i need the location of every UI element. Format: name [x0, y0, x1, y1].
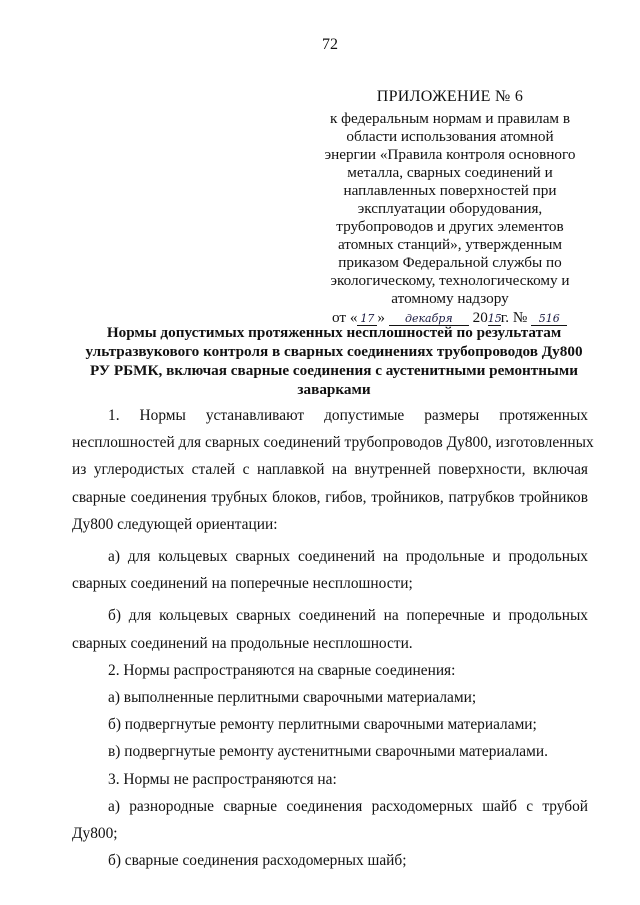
text-line: в) подвергнутые ремонту аустенитными сварочными материалами. [108, 743, 548, 761]
text-line: 3. Нормы не распространяются на: [108, 770, 337, 788]
appendix-line: приказом Федеральной службы по [338, 254, 562, 271]
appendix-line: к федеральным нормам и правилам в [329, 110, 571, 127]
appendix-line: экологическому, технологическому и [330, 272, 570, 289]
text-line: а) выполненные перлитными сварочными материалами; [108, 689, 477, 707]
order-prefix: от « [332, 309, 358, 326]
appendix-block [300, 88, 600, 327]
text-line: б) сварные соединения расходомерных шайб; [108, 852, 407, 870]
appendix-line: атомных станций», утвержденным [337, 236, 563, 253]
paragraph-2b [72, 711, 588, 738]
heading-line: РУ РБМК, включая сварные соединения с аустенитными ремонтными [90, 362, 578, 379]
text-line: 2. Нормы распространяются на сварные соединения: [108, 661, 456, 679]
text-line: б) подвергнутые ремонту перлитными сварочными материалами; [108, 716, 537, 734]
text-line: сварных соединений на продольные несплошности. [72, 634, 413, 652]
paragraph-2 [72, 657, 588, 684]
text-line: 1. Нормы устанавливают допустимые размеры протяженных [108, 407, 588, 424]
appendix-line: атомному надзору [391, 290, 509, 307]
text-line: Ду800; [72, 825, 118, 843]
text-line: б) для кольцевых сварных соединений на поперечные и продольных [108, 607, 588, 625]
appendix-line: эксплуатации оборудования, [357, 200, 543, 217]
paragraph-1b [72, 602, 588, 656]
document-body [72, 402, 594, 874]
order-quote-close: » [377, 309, 386, 326]
text-line: сварных соединений на поперечные несплошности; [72, 575, 413, 593]
heading-line: Нормы допустимых протяженных несплошностей по результатам [106, 324, 562, 341]
text-line: сварные соединения трубных блоков, гибов, тройников, патрубков тройников [72, 488, 588, 506]
paragraph-2c [72, 738, 588, 765]
paragraph-1 [72, 402, 594, 538]
appendix-line: трубопроводов и других элементов [336, 218, 564, 235]
page-number: 72 [322, 36, 338, 53]
appendix-line: энергии «Правила контроля основного [324, 146, 576, 163]
order-year-suffix: г. № [500, 309, 528, 326]
heading-line: ультразвукового контроля в сварных соединениях трубопроводов Ду800 [85, 343, 583, 360]
paragraph-2a [72, 684, 588, 711]
order-number-handwritten: 516 [531, 310, 567, 326]
order-day-handwritten: 17 [357, 310, 377, 326]
order-year-handwritten: 15 [487, 312, 502, 325]
text-line: а) разнородные сварные соединения расходомерных шайб с трубой [108, 797, 588, 815]
appendix-title: ПРИЛОЖЕНИЕ № 6 [376, 88, 524, 105]
paragraph-3a [72, 793, 588, 847]
appendix-line: наплавленных поверхностей при [343, 182, 557, 199]
text-line: а) для кольцевых сварных соединений на продольные и продольных [108, 548, 588, 566]
document-heading [72, 323, 596, 399]
text-line: несплошностей для сварных соединений трубопроводов Ду800, изготовленных [72, 434, 594, 452]
heading-line: заварками [297, 381, 371, 398]
order-year-prefix: 20 [472, 309, 488, 326]
order-month-handwritten: декабря [389, 310, 469, 326]
paragraph-3 [72, 766, 588, 793]
text-line: из углеродистых сталей с наплавкой на внутренней поверхности, включая [72, 461, 588, 479]
appendix-line: области использования атомной [346, 128, 554, 145]
text-line: Ду800 следующей ориентации: [72, 515, 278, 533]
paragraph-1a [72, 543, 588, 597]
paragraph-3b [72, 847, 588, 874]
appendix-line: металла, сварных соединений и [347, 164, 553, 181]
